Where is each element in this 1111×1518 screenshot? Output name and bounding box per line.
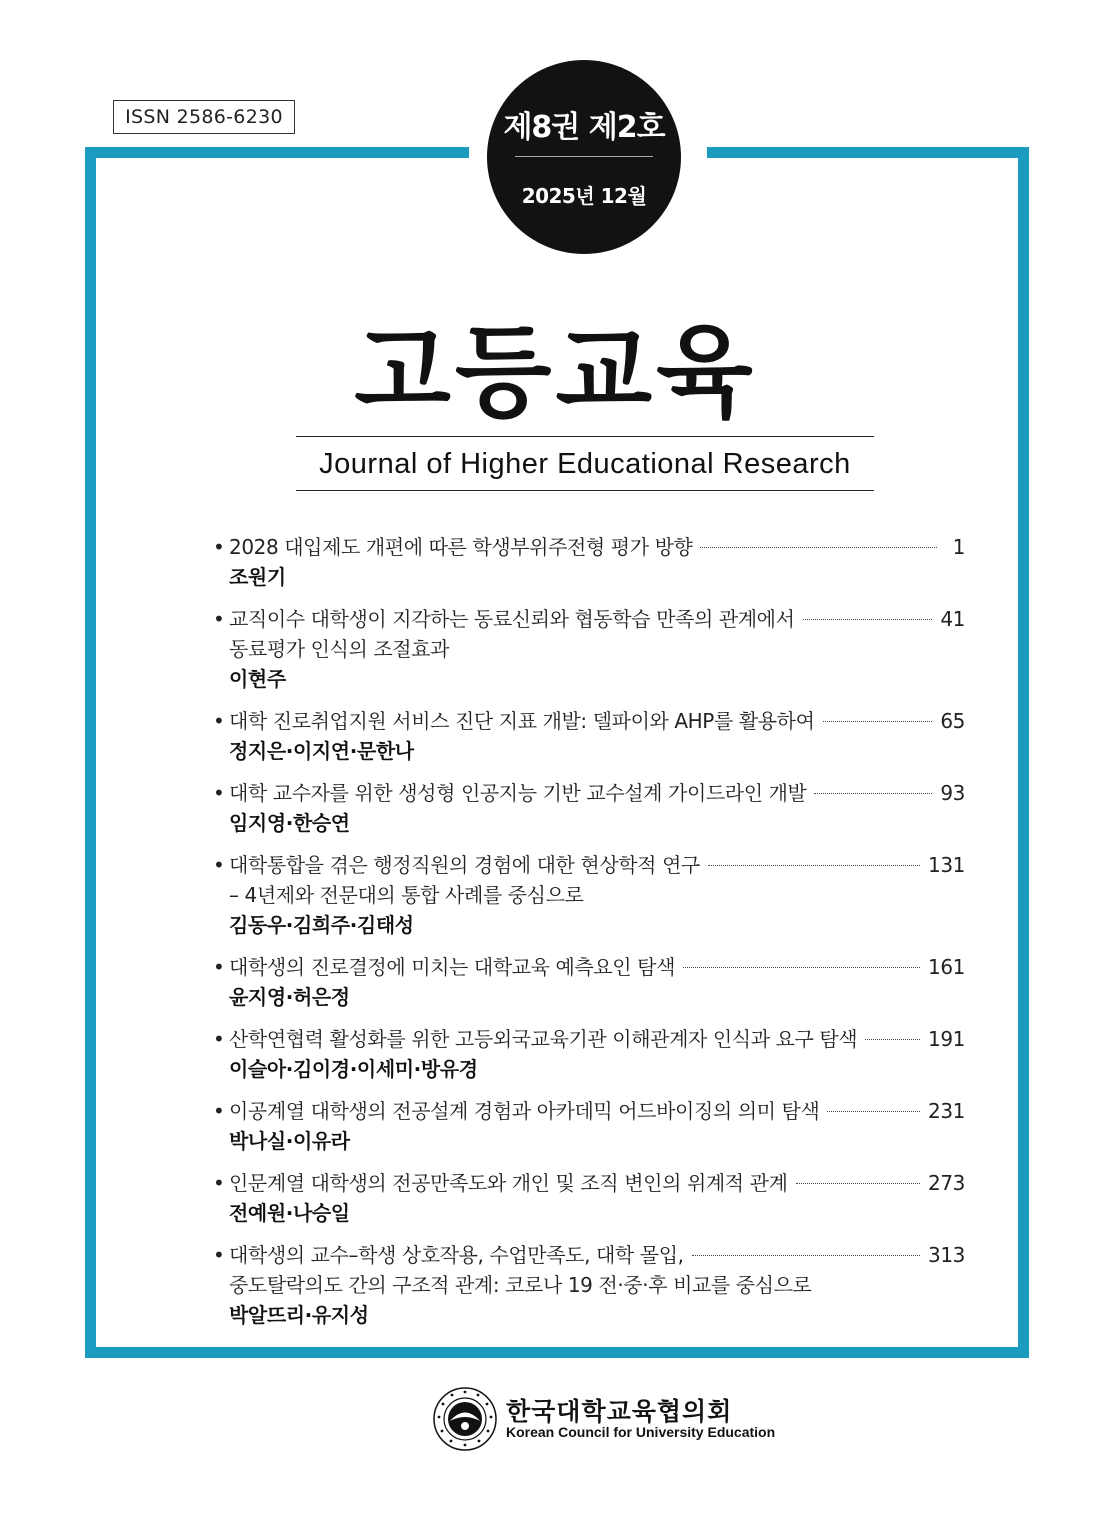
toc-title: 2028 대입제도 개편에 따른 학생부위주전형 평가 방향 [229, 535, 693, 559]
toc-entry [213, 1096, 965, 1156]
bullet-icon: • [213, 1171, 225, 1195]
badge-divider [515, 156, 653, 157]
issue-volume: 제8권 제2호 [503, 110, 665, 145]
toc-page-number: 131 [928, 853, 965, 877]
toc-entry [213, 778, 965, 838]
toc-title: 대학 진로취업지원 서비스 진단 지표 개발: 델파이와 AHP를 활용하여 [229, 709, 815, 733]
bullet-icon: • [213, 1099, 225, 1123]
toc-entry [213, 532, 965, 592]
issue-date: 2025년 12월 [521, 184, 647, 208]
toc-entry [213, 952, 965, 1012]
toc-page-number: 161 [928, 955, 965, 979]
toc-authors: 조원기 [229, 565, 286, 589]
toc-title: 산학연협력 활성화를 위한 고등외국교육기관 이해관계자 인식과 요구 탐색 [229, 1027, 858, 1051]
toc-authors: 전예원·나승일 [229, 1201, 350, 1225]
toc-subtitle: – 4년제와 전문대의 통합 사례를 중심으로 [229, 883, 584, 907]
dot-leader [700, 547, 937, 548]
dot-leader [796, 1183, 921, 1184]
bullet-icon: • [213, 781, 225, 805]
table-of-contents [213, 532, 965, 1330]
toc-entry [213, 604, 965, 694]
issn-box: ISSN 2586-6230 [113, 100, 295, 134]
seal-icon [432, 1386, 498, 1452]
dot-leader [865, 1039, 920, 1040]
publisher-name-en: Korean Council for University Education [506, 1424, 776, 1440]
toc-entry [213, 1024, 965, 1084]
title-rule-top [296, 436, 874, 437]
toc-authors: 이슬아·김이경·이세미·방유경 [229, 1057, 478, 1081]
toc-entry [213, 1240, 965, 1330]
dot-leader [683, 967, 920, 968]
toc-authors: 박나실·이유라 [229, 1129, 350, 1153]
toc-title-line [213, 1240, 965, 1270]
bullet-icon: • [213, 535, 225, 559]
toc-authors: 박알뜨리·유지성 [229, 1303, 369, 1327]
journal-title-ko: 고등교육 [354, 314, 757, 431]
toc-title: 인문계열 대학생의 전공만족도와 개인 및 조직 변인의 위계적 관계 [229, 1171, 788, 1195]
toc-authors: 김동우·김희주·김태성 [229, 913, 414, 937]
toc-title-line [213, 1024, 965, 1054]
toc-title: 이공계열 대학생의 전공설계 경험과 아카데믹 어드바이징의 의미 탐색 [229, 1099, 820, 1123]
toc-subtitle: 동료평가 인식의 조절효과 [229, 637, 450, 661]
toc-page-number: 1 [952, 535, 965, 559]
dot-leader [827, 1111, 920, 1112]
toc-page-number: 65 [940, 709, 965, 733]
toc-title: 대학생의 진로결정에 미치는 대학교육 예측요인 탐색 [229, 955, 676, 979]
dot-leader [823, 721, 933, 722]
toc-title: 대학 교수자를 위한 생성형 인공지능 기반 교수설계 가이드라인 개발 [229, 781, 807, 805]
bullet-icon: • [213, 955, 225, 979]
bullet-icon: • [213, 853, 225, 877]
toc-title: 대학통합을 겪은 행정직원의 경험에 대한 현상학적 연구 [229, 853, 700, 877]
toc-entry [213, 706, 965, 766]
toc-authors: 이현주 [229, 667, 286, 691]
toc-page-number: 313 [928, 1243, 965, 1267]
toc-entry [213, 1168, 965, 1228]
dot-leader [803, 619, 933, 620]
bullet-icon: • [213, 1243, 225, 1267]
toc-page-number: 191 [928, 1027, 965, 1051]
toc-authors: 임지영·한승연 [229, 811, 350, 835]
toc-title-line [213, 1096, 965, 1126]
toc-page-number: 273 [928, 1171, 965, 1195]
toc-subtitle: 중도탈락의도 간의 구조적 관계: 코로나 19 전·중·후 비교를 중심으로 [229, 1273, 812, 1297]
dot-leader [692, 1255, 920, 1256]
toc-entry [213, 850, 965, 940]
toc-title-line [213, 604, 965, 634]
toc-authors: 윤지영·허은정 [229, 985, 350, 1009]
toc-title: 교직이수 대학생이 지각하는 동료신뢰와 협동학습 만족의 관계에서 [229, 607, 795, 631]
toc-page-number: 41 [940, 607, 965, 631]
toc-title-line [213, 952, 965, 982]
title-rule-bottom [296, 490, 874, 491]
toc-title-line [213, 532, 965, 562]
toc-title-line [213, 778, 965, 808]
bullet-icon: • [213, 607, 225, 631]
toc-title-line [213, 850, 965, 880]
publisher-logo [432, 1386, 776, 1452]
toc-page-number: 93 [940, 781, 965, 805]
bullet-icon: • [213, 1027, 225, 1051]
issue-badge [487, 60, 681, 254]
dot-leader [708, 865, 920, 866]
journal-title-en: Journal of Higher Educational Research [319, 448, 851, 480]
dot-leader [814, 793, 932, 794]
bullet-icon: • [213, 709, 225, 733]
toc-title-line [213, 1168, 965, 1198]
toc-authors: 정지은·이지연·문한나 [229, 739, 414, 763]
publisher-name-ko: 한국대학교육협의회 [506, 1397, 733, 1426]
toc-title: 대학생의 교수–학생 상호작용, 수업만족도, 대학 몰입, [229, 1243, 684, 1267]
toc-title-line [213, 706, 965, 736]
toc-page-number: 231 [928, 1099, 965, 1123]
